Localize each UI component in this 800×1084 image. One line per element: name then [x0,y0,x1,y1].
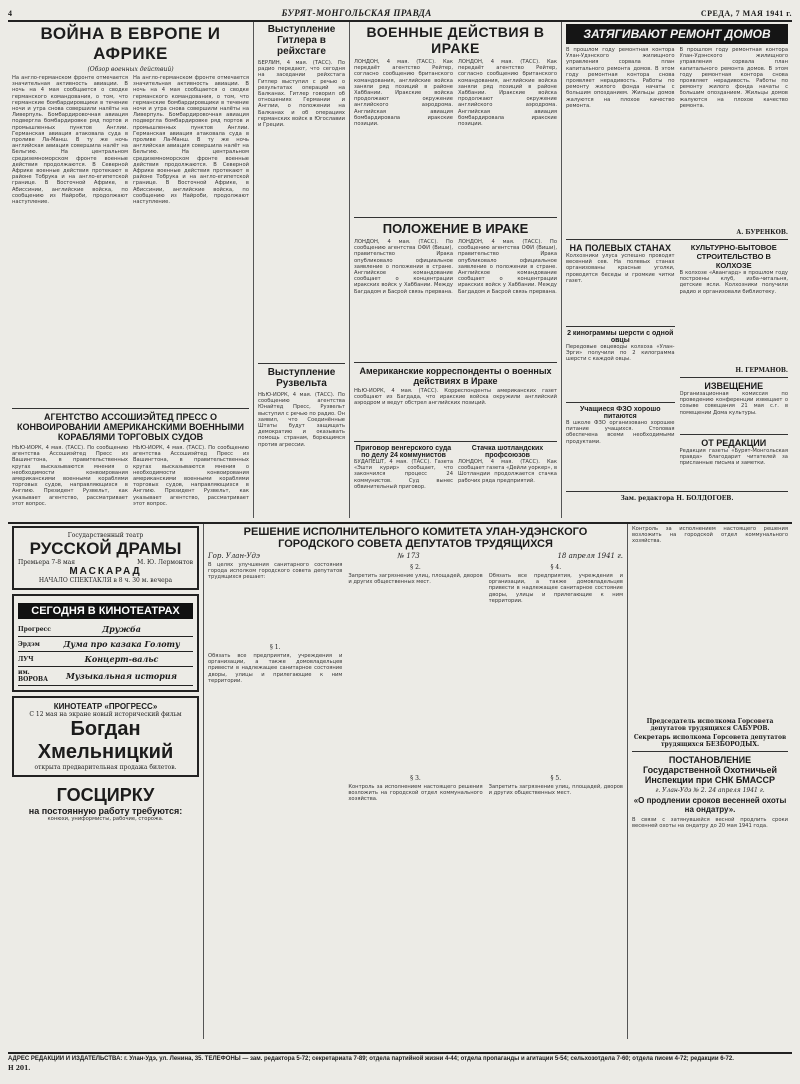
headline-am-correspondents: Американские корреспонденты о военных действиях в Ираке [359,366,552,386]
signature-culture: Н. ГЕРМАНОВ. [735,367,788,374]
ad-theatre [12,526,199,590]
decree-paragraph-1: В целях улучшения санитарного состояния города исполком городского совета депутатов трудящихся решает: [208,562,343,581]
decree-paragraph-2: Обязать все предприятия, учреждения и организации, а также домовладельцев привести в надлежащее санитарное состояние дворы, улицы и прилегающие к ним территории. [208,653,343,684]
kino-listing [18,667,193,686]
kino-film: Дружба [102,624,141,634]
kino-film: Музыкальная история [65,671,178,681]
kino-list [18,622,193,686]
kino-venue: Прогресс [18,625,51,633]
headline-culture: КУЛЬТУРНО-БЫТОВОЕ СТРОИТЕЛЬСТВО В КОЛХОЗЕ [690,243,777,270]
theatre-name: РУССКОЙ ДРАМЫ [29,539,182,558]
kino-listing [18,652,193,667]
decree-city: Гор. Улан-Удэ [208,552,260,560]
newspaper-page [8,6,792,1072]
article-body-from-editors: Редакция газеты «Бурят-Монгольская правда» благодарит читателей за присланные письма и заметки. [679,448,788,467]
decree-paragraph-3-cont: Запретить загрязнение улиц, площадей, дворов и других общественных мест. [488,784,623,797]
headline-assoc-press: АГЕНТСТВО АССОШИЭЙТЕД ПРЕСС О КОНВОИРОВАНИИ АМЕРИКАНСКИМИ ВОЕННЫМИ КОРАБЛЯМИ ТОРГОВЫХ СУДОВ [16,412,245,442]
hunting-decree-title: ПОСТАНОВЛЕНИЕ Государственной Охотничьей Инспекции при СНК БМАССР [643,755,777,785]
bottom-section [8,522,792,1039]
paper-title: БУРЯТ-МОНГОЛЬСКАЯ ПРАВДА [281,8,432,18]
page-number: 4 [8,8,13,18]
article-body-war-iraq: ЛОНДОН, 4 мая. (ТАСС). Как передаёт агентство Рейтер, согласно сообщению британского командования, английские войска заняли ряд позиций в районе Хаббании. Иракские войска продолжают окружение английского аэродрома. Английская авиация бомбардировала иракские позиции. [354,59,453,128]
decree-paragraph-3: Запретить загрязнение улиц, площадей, дворов и других общественных мест. [348,573,483,586]
headline-repair-houses: ЗАТЯГИВАЮТ РЕМОНТ ДОМОВ [566,24,788,44]
article-body-am-correspondents: НЬЮ-ЙОРК, 4 мая. (ТАСС). Корреспонденты американских газет сообщают из Багдада, что иракские войска окружили английский аэродром и ведут обстрел английских позиций. [354,388,557,407]
headline-situation-iraq: ПОЛОЖЕНИЕ В ИРАКЕ [382,221,529,236]
progress-note: открыта предварительная продажа билетов. [34,764,177,771]
article-body-situation-iraq: ЛОНДОН, 4 мая. (ТАСС). По сообщению агентства ОФИ (Виши), правительство Ирака опубликовало официальное заявление о положении в стране. Английское командование сообщает о концентрации иракских войск у Хаббании. Между Багдадом и Басрой связь прервана. [354,239,453,295]
article-body-war-europe-cont: На англо-германском фронте отмечается значительная активность авиации. В ночь на 4 мая сообщается о сводке германского командования, о том, что германские бомбардировщики в течение ночи и утра снова совершили налёты на Ливерпуль. Бомбардировочная авиация подвергла бомбардировке ряд портов и промышленных пунктов Англии. Германская авиация атаковала суда в проливе Ла-Манш. В ту же ночь английская авиация совершила налёт на Бельгию. На центральном средиземноморском фронте военные действия продолжаются. В Северной Африке военные действия протекают в районе Тобрука и на англо-египетской границе. В Восточной Африке, в Абиссинии, английские войска, по сообщению из Найроби, продолжают наступление. [133,75,249,206]
column-war-europe [8,22,254,518]
headline-war-europe: ВОЙНА В ЕВРОПЕ И АФРИКЕ [40,24,221,63]
progress-header: КИНОТЕАТР «ПРОГРЕСС» [53,702,158,711]
ad-kino [12,594,199,692]
kino-venue: им. ВОРОВА [18,669,48,683]
kino-listing [18,622,193,637]
decree-secretary: Секретарь исполкома Горсовета депутатов трудящихся БЕЗБОРОДЫХ. [633,734,787,748]
article-body-fzo: В школе ФЗО организовано хорошее питание учащихся. Столовая обеспечена всеми необходимыми продуктами. [566,420,675,445]
article-body-wool: Передовые овцеводы колхоза «Улан-Эрги» получили по 2 килограмма шерсти с каждой овцы. [566,344,675,363]
hunting-decree-subtitle: «О продлении сроков весенней охоты на ондатру». [633,796,787,814]
decree-title: РЕШЕНИЕ ИСПОЛНИТЕЛЬНОГО КОМИТЕТА УЛАН-УДЭНСКОГО ГОРОДСКОГО СОВЕТА ДЕПУТАТОВ ТРУДЯЩИХСЯ [243,526,588,550]
headline-from-editors: ОТ РЕДАКЦИИ [701,438,767,448]
article-body-fields: Колхозники улуса успешно проводят весенний сев. На полевых станах организованы красные уголки, проводятся беседы и громкие читки газет. [566,253,675,284]
ad-progress [12,696,199,777]
decree-paragraph-2-cont: Обязать все предприятия, учреждения и организации, а также домовладельцев привести в надлежащее санитарное состояние дворы, улицы и прилегающие к ним территории. [488,573,623,604]
article-body-repair-houses-cont: В прошлом году ремонтная контора Улан-Удэнского жилищного управления сорвала план капитального ремонта домов. В этом году ремонтная контора снова проявляет нерадивость. Работы по ремонту жилого фонда начаты с большим опозданием. Жильцы домов жалуются на плохое качество ремонта. [679,47,788,109]
progress-line: С 12 мая на экране новый исторический фильм [29,711,182,718]
circus-body: конюхи, униформисты, рабочие, сторожа. [47,816,164,822]
editor-signature: Зам. редактора Н. БОЛДОГОЕВ. [620,495,734,502]
circus-title: ГОСЦИРКУ [56,785,155,805]
hunting-decree-body: В связи с затянувшейся весной продлить сроки весенней охоты на ондатру до 20 мая 1941 года. [632,817,788,830]
article-body-situation-iraq-cont: ЛОНДОН, 4 мая. (ТАСС). По сообщению агентства ОФИ (Виши), правительство Ирака опубликовало официальное заявление о положении в стране. Английское командование сообщает о концентрации иракских войск у Хаббании. Между Багдадом и Басрой связь прервана. [458,239,557,295]
progress-title-2: Хмельницкий [37,741,174,763]
ad-circus [12,781,199,826]
article-body-culture: В колхозе «Авангард» в прошлом году построены клуб, изба-читальня, детские ясли. Колхозники получили радио и организовали библиотеку. [679,270,788,295]
column-decree: РЕШЕНИЕ ИСПОЛНИТЕЛЬНОГО КОМИТЕТА УЛАН-УДЭНСКОГО ГОРОДСКОГО СОВЕТА ДЕПУТАТОВ ТРУДЯЩИХСЯ Гор. Улан-Удэ № 173 18 апреля 1941 г. В целях улучшения санитарного состояния города исполком городского совета депутатов трудящихся решает: § 1. Обязать все предприятия, учреждения и организации, а также домовладельцев привести в надлежащее санитарное состояние дворы, улицы и прилегающие к ним территории. § 2. Запретить загрязнение улиц, площадей, дворов и других общественных мест. § 3. Контроль за исполнением настоящего решения возложить на городской отдел коммунального хозяйства. § 4. Обязать все предприятия, учреждения и организации, а также домовладельцев привести в надлежащее санитарное состояние дворы, улицы и прилегающие к ним территории. § 5. Запретить загрязнение улиц, площадей, дворов и других общественных мест. [204,524,628,1039]
article-body-assoc-press: НЬЮ-ЙОРК, 4 мая. (ТАСС). По сообщению агентства Ассошиэйтед Пресс из Вашингтона, в правительственных кругах высказываются мнения о необходимости конвоирования американскими военными кораблями торговых судов, направляющихся в Англию. Президент Рузвельт, как указывает агентство, рассматривает этот вопрос. [12,445,128,507]
theatre-author: М. Ю. Лермонтов [137,559,193,566]
column-speeches [254,22,350,518]
article-body-repair-houses: В прошлом году ремонтная контора Улан-Удэнского жилищного управления сорвала план капитального ремонта домов. В этом году ремонтная контора снова проявляет нерадивость. Работы по ремонту жилого фонда начаты с большим опозданием. Жильцы домов жалуются на плохое качество ремонта. [566,47,675,109]
theatre-start: НАЧАЛО СПЕКТАКЛЯ в 8 ч. 30 м. вечера [38,577,173,584]
decree-number: № 173 [397,552,420,560]
article-body-strike: ЛОНДОН, 4 мая. (ТАСС). Как сообщает газета «Дейли уоркер», в Шотландии продолжается стачка рабочих ряда предприятий. [458,459,557,484]
headline-war-iraq: ВОЕННЫЕ ДЕЙСТВИЯ В ИРАКЕ [366,24,545,56]
kino-venue: ЛУЧ [18,655,34,663]
decree-paragraph-4: Контроль за исполнением настоящего решения возложить на городской отдел коммунального хозяйства. [348,784,483,803]
subhead-war-europe: (Обзор военных действий) [87,66,174,73]
article-body-assoc-press-cont: НЬЮ-ЙОРК, 4 мая. (ТАСС). По сообщению агентства Ассошиэйтед Пресс из Вашингтона, в правительственных кругах высказываются мнения о необходимости конвоирования американскими военными кораблями торговых судов, направляющихся в Англию. Президент Рузвельт, как указывает агентство, рассматривает этот вопрос. [133,445,249,507]
decree-meta [208,552,623,560]
headline-wool: 2 кинограммы шерсти с одной овцы [567,330,674,344]
kino-film: Дума про казака Голоту [63,639,180,649]
article-body-war-europe: На англо-германском фронте отмечается значительная активность авиации. В ночь на 4 мая сообщается о сводке германского командования, о том, что германские бомбардировщики в течение ночи и утра снова совершили налёты на Ливерпуль. Бомбардировочная авиация подвергла бомбардировке ряд портов и промышленных пунктов Англии. Германская авиация атаковала суда в проливе Ла-Манш. В ту же ночь английская авиация совершила налёт на Бельгию. На центральном средиземноморском фронте военные действия продолжаются. В Северной Африке военные действия протекают в районе Тобрука и на англо-египетской границе. В Восточной Африке, в Абиссинии, английские войска, по сообщению из Найроби, продолжают наступление. [12,75,128,206]
theatre-date: Премьера 7-8 мая [18,559,76,566]
column-iraq [350,22,562,518]
progress-title-1: Богдан [70,718,141,740]
headline-hungary-court: Приговор венгерского суда по делу 24 коммунистов [355,445,452,459]
hunting-decree-number: г. Улан-Удэ № 2. 24 апреля 1941 г. [655,787,765,794]
top-section [8,22,792,518]
signature-repair-houses: А. БУРЕНКОВ. [736,229,788,236]
article-body-war-iraq-cont: ЛОНДОН, 4 мая. (ТАСС). Как передаёт агентство Рейтер, согласно сообщению британского командования, английские войска заняли ряд позиций в районе Хаббании. Иракские войска продолжают окружение английского аэродрома. Английская авиация бомбардировала иракские позиции. [458,59,557,128]
masthead [8,6,792,22]
kino-listing [18,637,193,652]
issue-date: СРЕДА, 7 МАЯ 1941 г. [700,8,792,18]
article-body-roosevelt: НЬЮ-ЙОРК, 4 мая. (ТАСС). По сообщению агентства Юнайтед Пресс, Рузвельт выступил с речью по радио. Он заявил, что Соединённые Штаты будут защищать демократию и оказывать помощь странам, борющимся против агрессии. [258,392,345,448]
headline-notice: ИЗВЕЩЕНИЕ [704,381,764,391]
footer: АДРЕС РЕДАКЦИИ И ИЗДАТЕЛЬСТВА: г. Улан-Удэ, ул. Ленина, 35. ТЕЛЕФОНЫ — зам. редактора 5-72; секретариата 7-89; отдела партийной жизни 4-44; отдела пропаганды и агитации 5-54; сельхозотдела 7-60; отдела писем 4-72; редакции 6-72. [8,1052,792,1062]
circus-subtitle: на постоянную работу требуются: [28,806,183,816]
article-body-hitler: БЕРЛИН, 4 мая. (ТАСС). По радио передают, что сегодня на заседании рейхстага Гитлер выступил с речью о результатах операций на Балканах. Гитлер говорил об отношениях Германии и Англии, о положении на Балканах и об операциях германских войск в Югославии и Греции. [258,60,345,129]
column-local [562,22,792,518]
headline-strike: Стачка шотландских профсоюзов [471,445,544,459]
article-body-hungary-court: БУДАПЕШТ, 4 мая. (ТАСС). Газета «Эшти курир» сообщает, что закончился процесс 24 коммунистов. Суд вынес обвинительный приговор. [354,459,453,490]
decree-paragraph-4-cont: Контроль за исполнением настоящего решения возложить на городской отдел коммунального хозяйства. [632,526,788,545]
headline-fzo: Учащиеся ФЗО хорошо питаются [579,406,661,420]
theatre-header: Государственный театр [67,532,144,539]
kino-title: СЕГОДНЯ В КИНОТЕАТРАХ [18,603,193,619]
headline-roosevelt: Выступление Рузвельта [267,367,336,389]
decree-chairman: Председатель исполкома Горсовета депутатов трудящихся САБУРОВ. [646,718,774,732]
headline-hitler: Выступление Гитлера в рейхстаге [267,24,336,57]
headline-fields: НА ПОЛЕВЫХ СТАНАХ [569,243,672,253]
footer-id: Н 201. [8,1065,31,1072]
article-body-notice: Организационная комиссия по проведению конференции извещает о созыве совещания 21 мая с.г. в помещении Дома культуры. [679,391,788,416]
decree-date: 18 апреля 1941 г. [557,552,623,560]
kino-venue: Эрдэм [18,640,40,648]
column-ads [8,524,204,1039]
kino-film: Концерт-вальс [84,654,159,664]
theatre-play: МАСКАРАД [69,566,142,577]
column-decree-right [628,524,792,1039]
